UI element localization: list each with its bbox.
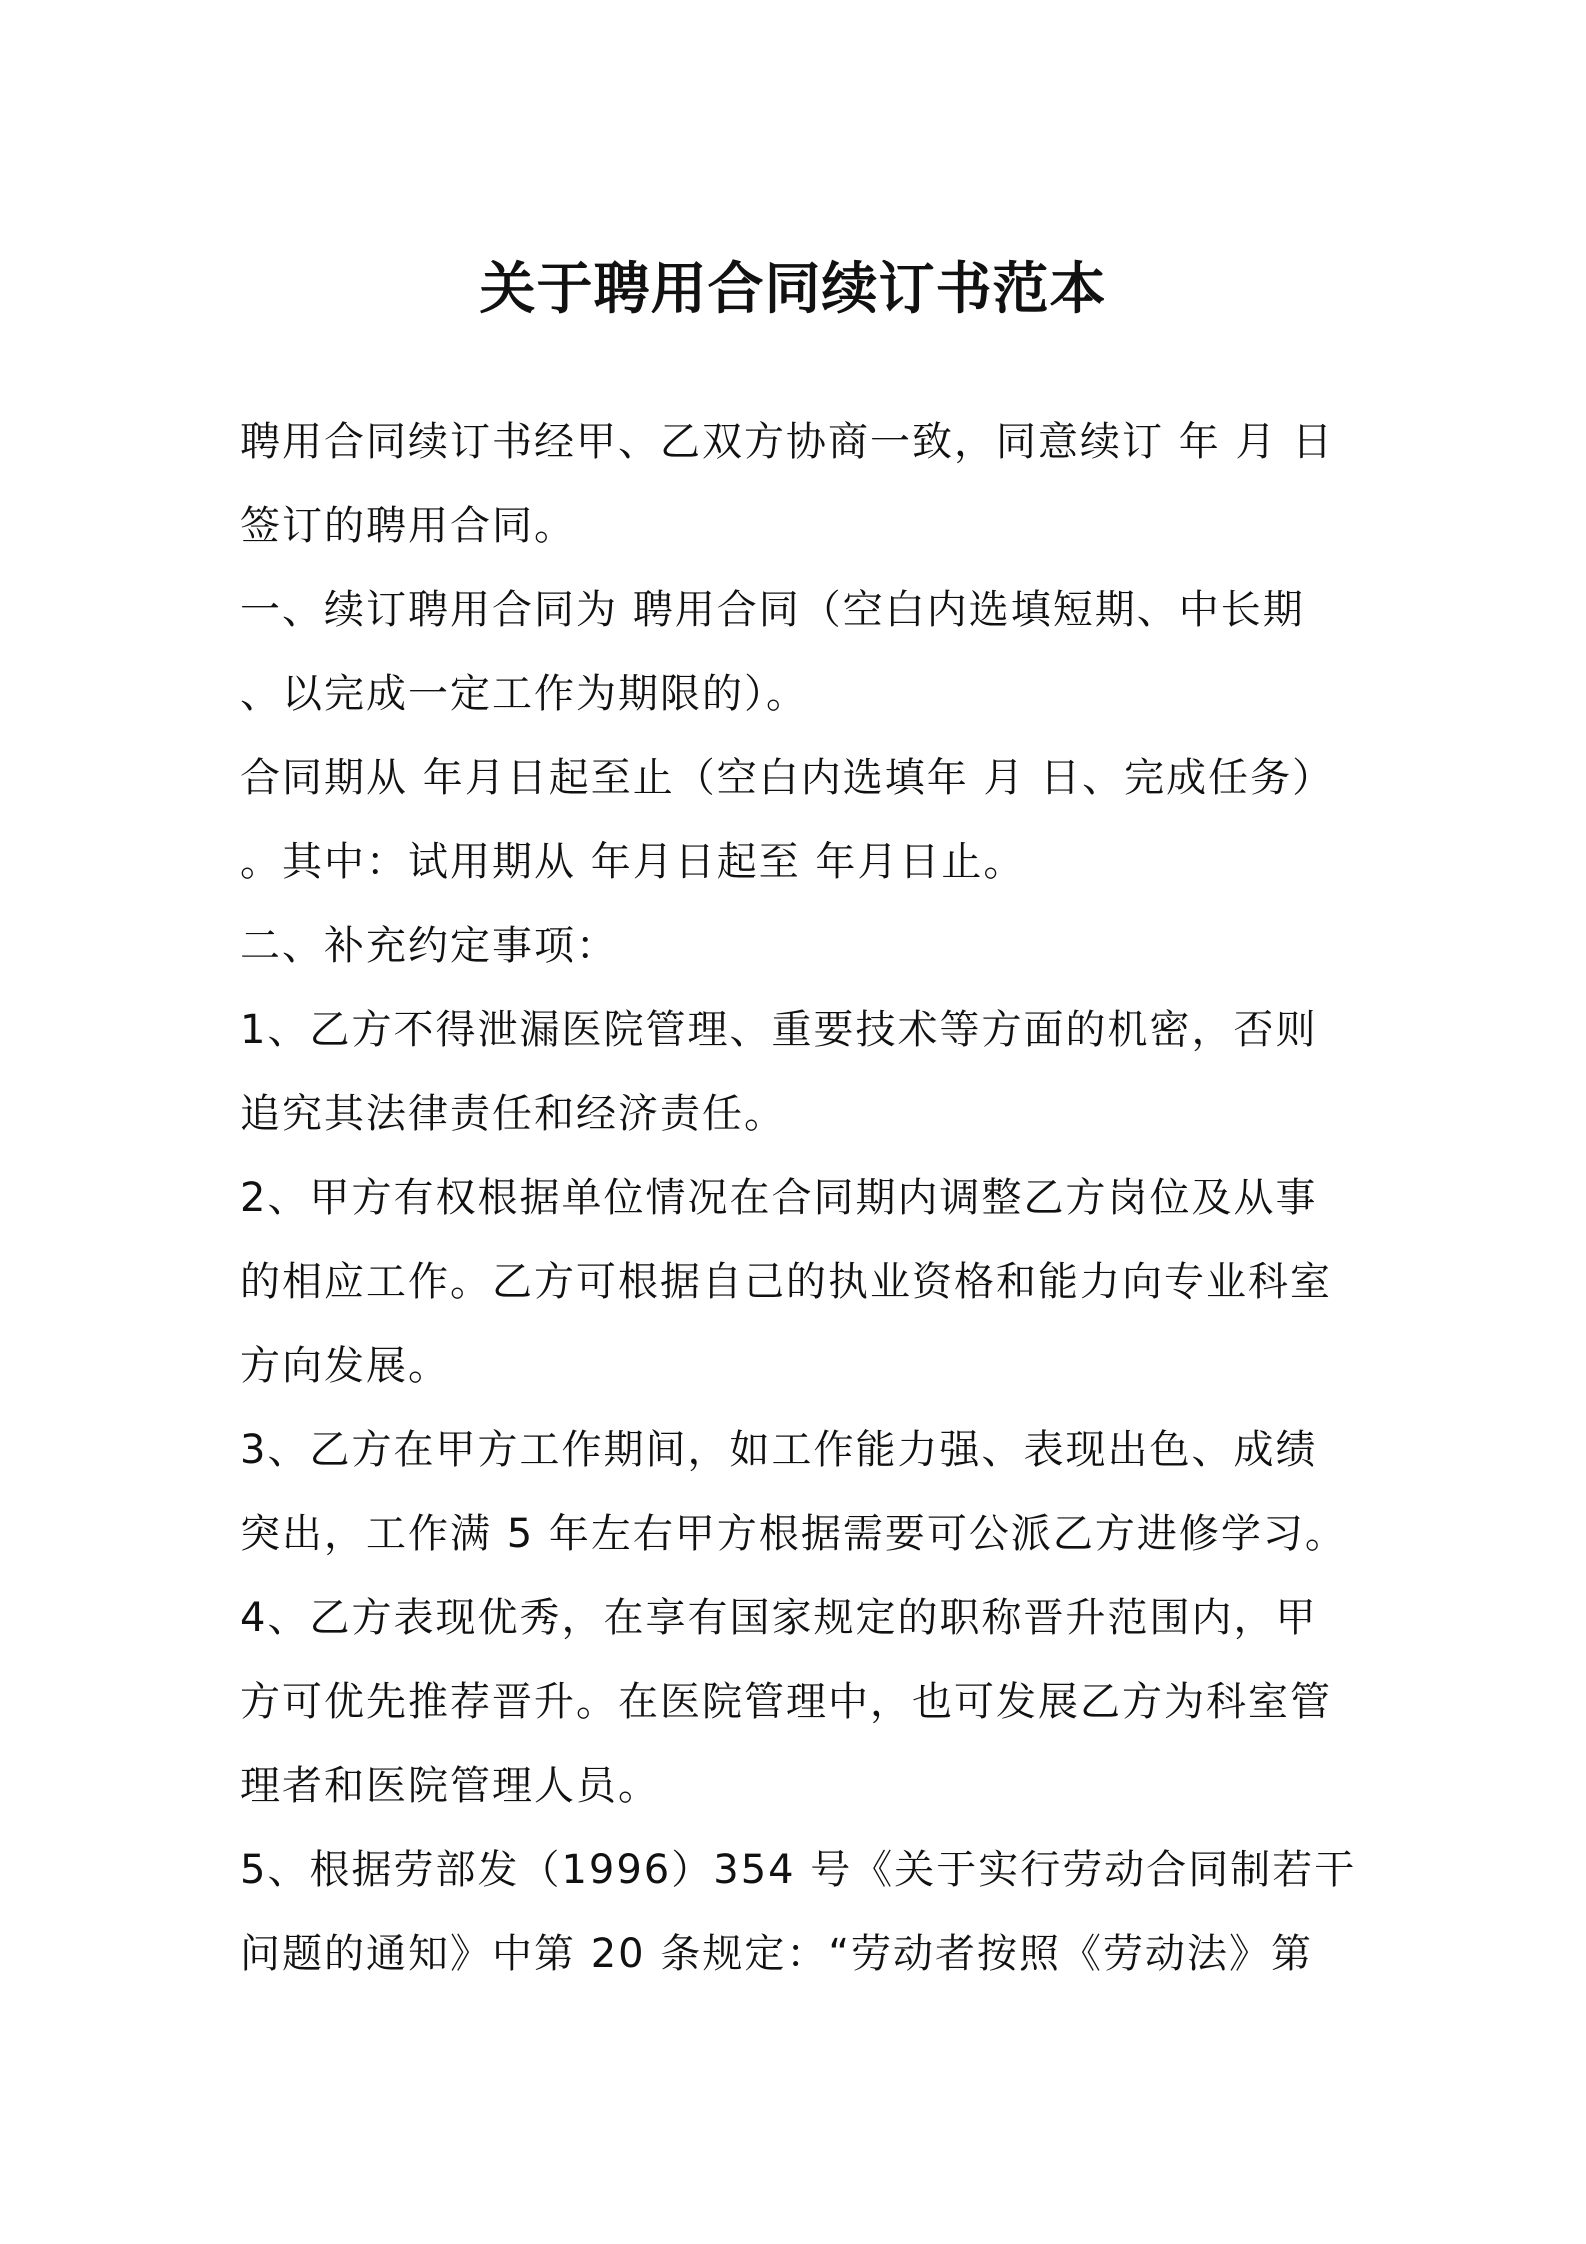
body-line: 签订的聘用合同。 (240, 503, 576, 549)
body-line: 一、续订聘用合同为 聘用合同（空白内选填短期、中长期 (240, 587, 1305, 633)
body-line: 。其中：试用期从 年月日起至 年月日止。 (240, 839, 1026, 885)
body-line: 合同期从 年月日起至止（空白内选填年 月 日、完成任务） (240, 755, 1335, 801)
body-line: 方向发展。 (240, 1343, 450, 1389)
body-line: 二、补充约定事项： (240, 923, 618, 969)
body-line: 、以完成一定工作为期限的）。 (240, 671, 808, 717)
body-line: 3、乙方在甲方工作期间，如工作能力强、表现出色、成绩 (240, 1427, 1318, 1473)
body-line: 5、根据劳部发（1996）354 号《关于实行劳动合同制若干 (240, 1847, 1357, 1893)
body-line: 问题的通知》中第 20 条规定：“劳动者按照《劳动法》第 (240, 1931, 1314, 1977)
body-line: 的相应工作。乙方可根据自己的执业资格和能力向专业科室 (240, 1259, 1332, 1305)
body-line: 聘用合同续订书经甲、乙双方协商一致，同意续订 年 月 日 (240, 419, 1335, 465)
body-line: 4、乙方表现优秀，在享有国家规定的职称晋升范围内，甲 (240, 1595, 1318, 1641)
document-title: 关于聘用合同续订书范本 (479, 257, 1107, 322)
body-line: 1、乙方不得泄漏医院管理、重要技术等方面的机密，否则 (240, 1007, 1318, 1053)
body-line: 突出，工作满 5 年左右甲方根据需要可公派乙方进修学习。 (240, 1511, 1347, 1557)
body-line: 理者和医院管理人员。 (240, 1763, 660, 1809)
body-line: 方可优先推荐晋升。在医院管理中，也可发展乙方为科室管 (240, 1679, 1332, 1725)
document-body (240, 400, 1360, 1996)
body-line: 2、甲方有权根据单位情况在合同期内调整乙方岗位及从事 (240, 1175, 1318, 1221)
body-line: 追究其法律责任和经济责任。 (240, 1091, 786, 1137)
